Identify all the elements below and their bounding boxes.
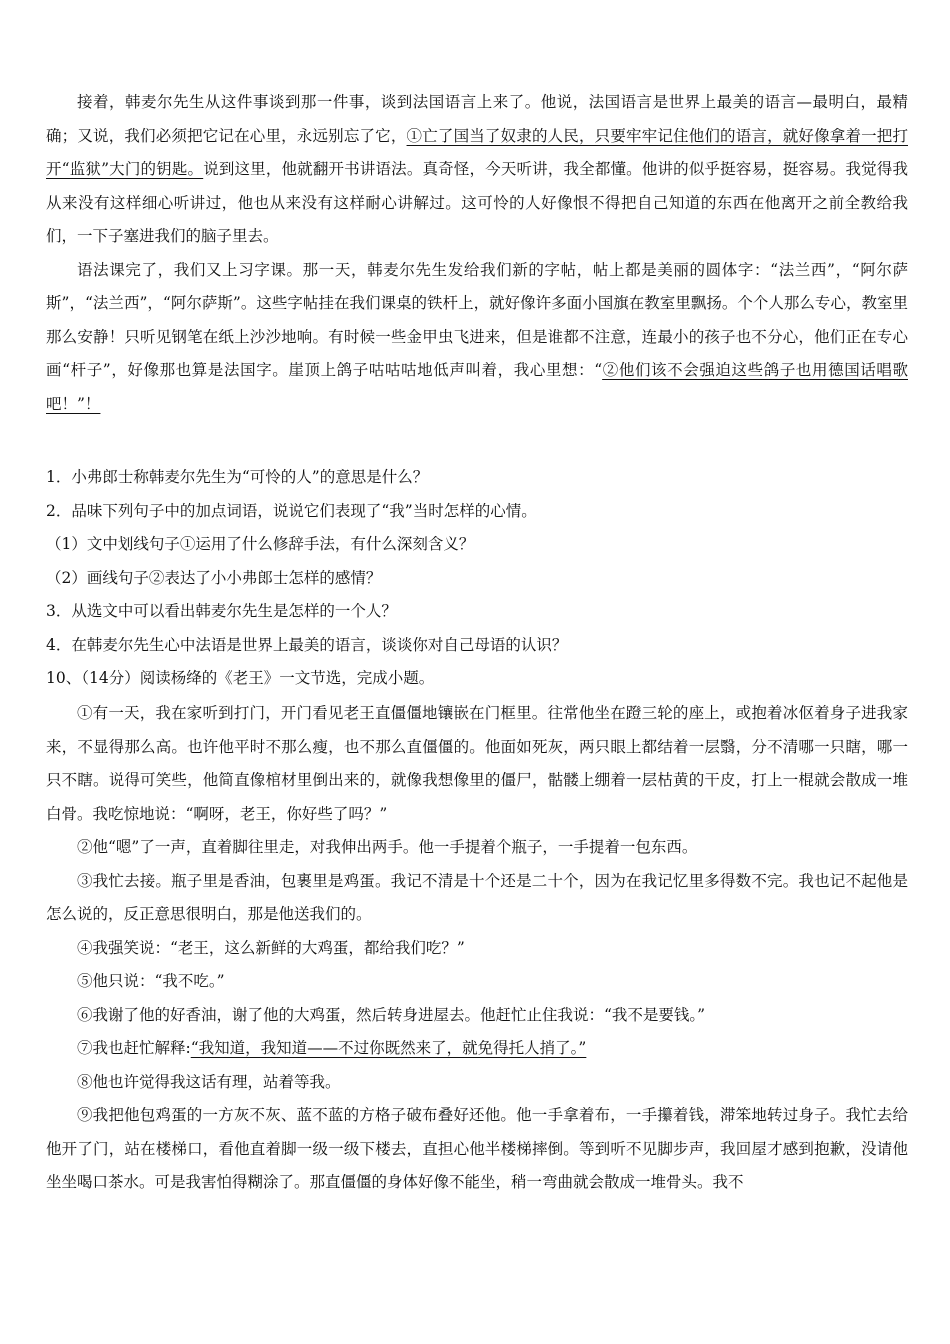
question-10-title: 10、（14分）阅读杨绛的《老王》一文节选，完成小题。 bbox=[46, 669, 435, 687]
paragraph-text: 语法课完了，我们又上习字课。那一天，韩麦尔先生发给我们新的字帖，帖上都是美丽的圆体字：“法兰西”，“阿尔萨斯”，“法兰西”，“阿尔萨斯”。这些字帖挂在我们课桌的铁杆上，就好像许多面小国旗在教室里飘扬。个个人那么专心，教室里那么安静！只听见钢笔在纸上沙沙地响。有时候一些金甲虫飞进来，但是谁都不注意，连最小的孩子也不分心，他们正在专心画“杆子”，好像那也算是法国字。崖顶上鸽子咕咕咕地低声叫着，我心里想：“ bbox=[46, 260, 908, 379]
paragraph-text: 说到这里，他就翻开书讲语法。真奇怪，今天听讲，我全都懂。他讲的似乎挺容易，挺容易。我觉得我从来没有这样细心听讲过，他也从来没有这样耐心讲解过。这可怜的人好像恨不得把自己知道的东西在他离开之前全教给我们，一下子塞进我们的脑子里去。 bbox=[46, 160, 908, 245]
passage2-paragraph-3: ③我忙去接。瓶子里是香油，包裹里是鸡蛋。我记不清是十个还是二十个，因为在我记忆里多得数不完。我也记不起他是怎么说的，反正意思很明白，那是他送我们的。 bbox=[46, 871, 908, 923]
question-2: 2．品味下列句子中的加点词语，说说它们表现了“我”当时怎样的心情。 bbox=[46, 501, 537, 520]
passage2-paragraph-7 bbox=[46, 1032, 908, 1066]
passage2-paragraph-6: ⑥我谢了他的好香油，谢了他的大鸡蛋，然后转身进屋去。他赶忙止住我说：“我不是要钱。” bbox=[77, 1005, 706, 1024]
question-list bbox=[46, 461, 908, 696]
question-4: 4．在韩麦尔先生心中法语是世界上最美的语言，谈谈你对自己母语的认识？ bbox=[46, 635, 568, 654]
passage2-paragraph-5: ⑤他只说：“我不吃。” bbox=[77, 972, 225, 990]
question-3: 3．从选文中可以看出韩麦尔先生是怎样的一个人？ bbox=[46, 602, 397, 620]
passage2-paragraph-8: ⑧他也许觉得我这话有理，站着等我。 bbox=[77, 1072, 341, 1091]
question-2-1: （1）文中划线句子①运用了什么修辞手法，有什么深刻含义？ bbox=[46, 535, 475, 553]
underlined-sentence-7: “我知道，我知道——不过你既然来了，就免得托人捎了。” bbox=[190, 1039, 587, 1057]
underlined-sentence-2: ②他们该不会强迫这些鸽子也用德国话唱歌吧！”！ bbox=[46, 361, 908, 413]
paragraph-text: 接着，韩麦尔先生从这件事谈到那一件事，谈到法国语言上来了。他说，法国语言是世界上最美的语言—最明白，最精确；又说，我们必须把它记在心里，永远别忘了它， bbox=[46, 93, 908, 145]
passage-two bbox=[46, 697, 908, 1200]
question-1: 1．小弗郎士称韩麦尔先生为“可怜的人”的意思是什么？ bbox=[46, 468, 429, 486]
passage2-paragraph-2: ②他“嗯”了一声，直着脚往里走，对我伸出两手。他一手提着个瓶子，一手提着一包东西。 bbox=[77, 838, 698, 856]
passage2-paragraph-4: ④我强笑说：“老王，这么新鲜的大鸡蛋，都给我们吃？” bbox=[77, 938, 465, 957]
passage-paragraph-1 bbox=[46, 86, 908, 254]
passage-one bbox=[46, 86, 908, 421]
passage2-paragraph-1: ①有一天，我在家听到打门，开门看见老王直僵僵地镶嵌在门框里。往常他坐在蹬三轮的座上，或抱着冰伛着身子进我家来，不显得那么高。也许他平时不那么瘦，也不那么直僵僵的。他面如死灰，两只眼上都结着一层翳，分不清哪一只瞎，哪一只不瞎。说得可笑些，他简直像棺材里倒出来的，就像我想像里的僵尸，骷髅上绷着一层枯黄的干皮，打上一棍就会散成一堆白骨。我吃惊地说：“啊呀，老王，你好些了吗？” bbox=[46, 704, 908, 823]
question-2-2: （2）画线句子②表达了小小弗郎士怎样的感情？ bbox=[46, 568, 382, 587]
passage2-paragraph-9: ⑨我把他包鸡蛋的一方灰不灰、蓝不蓝的方格子破布叠好还他。他一手拿着布，一手攥着钱，滞笨地转过身子。我忙去给他开了门，站在楼梯口，看他直着脚一级一级下楼去，直担心他半楼梯摔倒。等到听不见脚步声，我回屋才感到抱歉，没请他坐坐喝口茶水。可是我害怕得糊涂了。那直僵僵的身体好像不能坐，稍一弯曲就会散成一堆骨头。我不 bbox=[46, 1106, 908, 1191]
paragraph-text: ⑦我也赶忙解释: bbox=[77, 1039, 191, 1057]
underlined-sentence-1: ①亡了国当了奴隶的人民，只要牢牢记住他们的语言，就好像拿着一把打开“监狱”大门的钥匙。 bbox=[46, 126, 908, 178]
passage-paragraph-2 bbox=[46, 254, 908, 422]
